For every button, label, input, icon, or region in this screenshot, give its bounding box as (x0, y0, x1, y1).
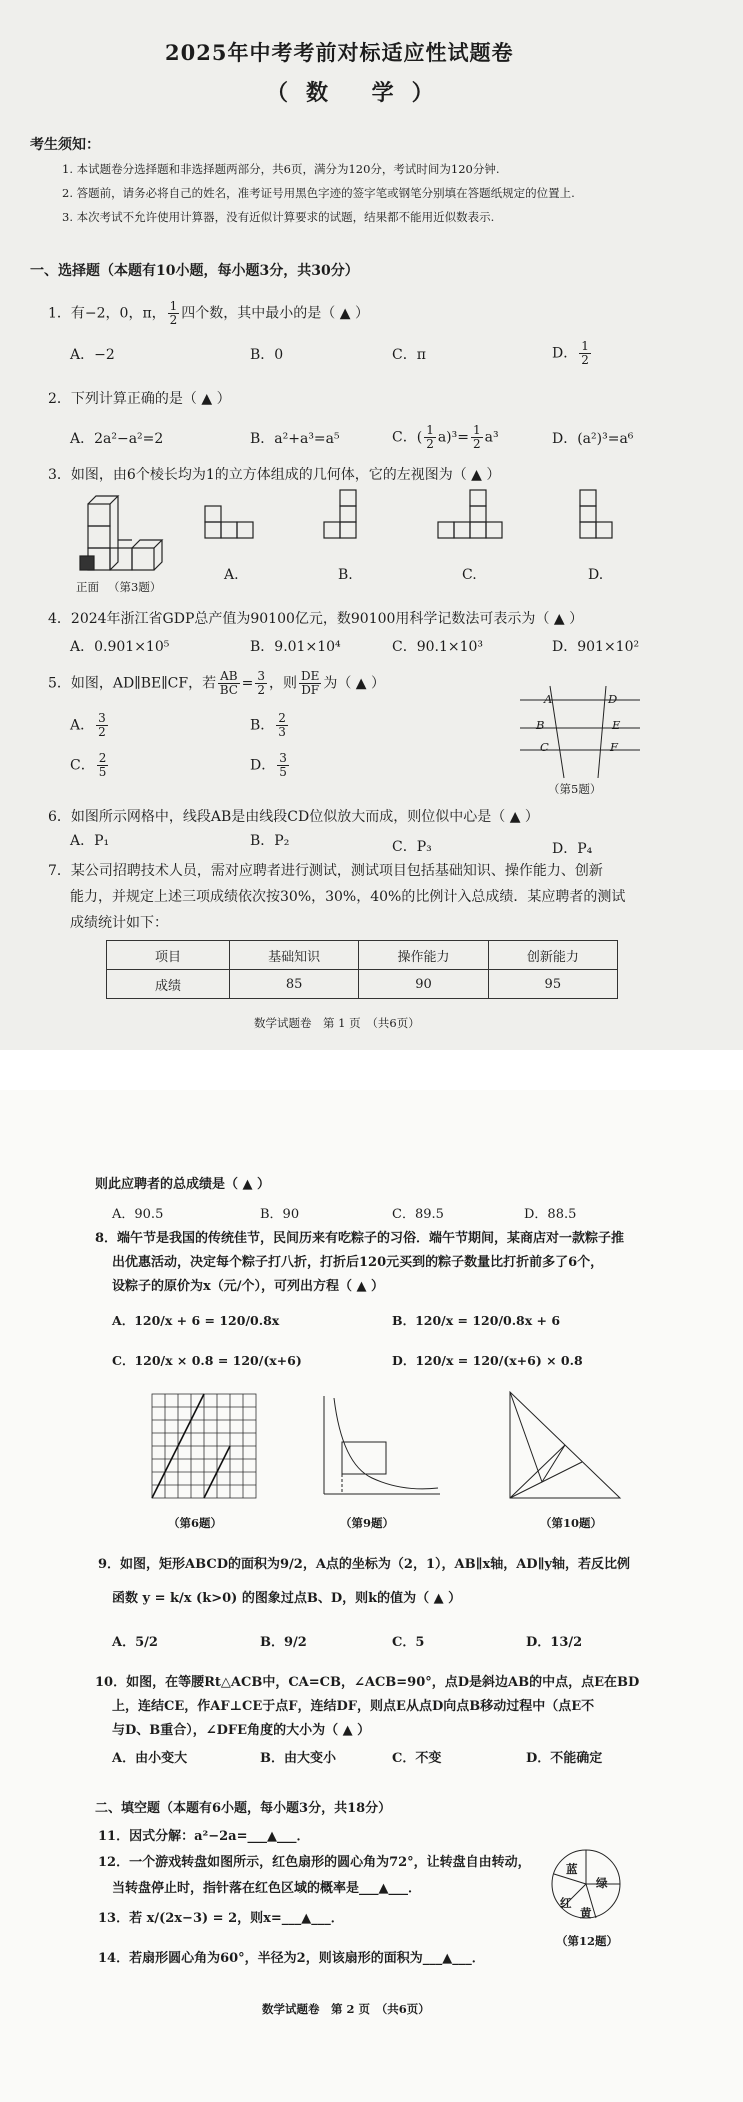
q7-option-b: B．90 (260, 1207, 300, 1222)
question-9-line2: 函数 y = k/x (k>0) 的图象过点B、D，则k的值为（ ▲ ） (112, 1591, 462, 1606)
question-13: 13．若 x/(2x−3) = 2，则x=___▲___． (98, 1911, 344, 1926)
q9-figure-caption: （第9题） (340, 1516, 395, 1530)
q5-point-e: E (612, 718, 621, 732)
q2-option-b: B．a²+a³=a⁵ (250, 431, 340, 447)
q10-option-c: C．不变 (392, 1751, 442, 1766)
q3-figure-caption: （第3题） (108, 580, 162, 594)
question-9-line1: 9．如图，矩形ABCD的面积为9/2，A点的坐标为（2，1），AB∥x轴，AD∥y轴，若反比例 (98, 1557, 630, 1572)
q9-option-a: A．5/2 (112, 1635, 158, 1650)
q7-option-c: C．89.5 (392, 1207, 444, 1222)
q3-solid-figure (80, 496, 162, 570)
q3-option-c: C. (462, 567, 477, 583)
q5-point-d: D (608, 692, 618, 706)
exam-title: 2025年中考考前对标适应性试题卷 (165, 40, 514, 65)
question-10-line3: 与D、B重合），∠DFE角度的大小为（ ▲ ） (112, 1723, 371, 1738)
q8-option-b: B．120/x = 120/0.8x + 6 (392, 1313, 561, 1328)
q7-header-operation: 操作能力 (359, 941, 488, 970)
section-2-heading: 二、填空题（本题有6小题，每小题3分，共18分） (95, 1801, 392, 1816)
page-1-footer: 数学试题卷 第 1 页 （共6页） (254, 1016, 420, 1030)
exam-page-1 (0, 0, 743, 1050)
q10-option-b: B．由大变小 (260, 1751, 336, 1766)
q5-option-d: D． $\frac{3}{5}$ (250, 751, 287, 779)
q2-option-d: D．(a²)³=a⁶ (552, 431, 634, 447)
q3-option-a-view (205, 506, 253, 538)
q2-option-c: C．( $\frac{1}{2}$ a)³= $\frac{1}{2}$ a³ (392, 423, 499, 451)
q7-question-tail: 则此应聘者的总成绩是（ ▲ ） (95, 1177, 271, 1192)
spinner-label-blue: 蓝 (566, 1862, 578, 1876)
q3-option-a: A. (224, 567, 239, 583)
q9-option-d: D．13/2 (526, 1635, 583, 1650)
spinner-label-yellow: 黄 (580, 1906, 592, 1920)
question-3-stem: 3．如图，由6个棱长均为1的立方体组成的几何体，它的左视图为（ ▲ ） (48, 467, 501, 483)
q6-option-b: B．P₂ (250, 833, 290, 849)
q5-option-a: A． $\frac{3}{2}$ (70, 711, 106, 739)
notice-1: 1. 本试题卷分选择题和非选择题两部分，共6页，满分为120分，考试时间为120分钟. (62, 162, 500, 176)
exam-subject: （数 学） (266, 80, 452, 106)
page-2-footer: 数学试题卷 第 2 页 （共6页） (262, 2002, 430, 2016)
question-11: 11．因式分解：a²−2a=___▲___． (98, 1829, 310, 1844)
question-7-line2: 能力，并规定上述三项成绩依次按30%，30%，40%的比例计入总成绩．某应聘者的测试 (70, 889, 626, 905)
q9-hyperbola-figure (312, 1394, 442, 1504)
q5-point-f: F (610, 740, 618, 754)
question-5-stem: 5．如图，AD∥BE∥CF，若 $\frac{AB}{BC}$ = $\frac{3}{2}$ ，则 $\frac{DE}{DF}$ 为（ ▲ ） (48, 669, 386, 697)
q7-score-operation: 90 (359, 970, 488, 999)
q4-option-d: D．901×10² (552, 639, 640, 655)
spinner-label-green: 绿 (596, 1876, 608, 1890)
q7-header-basic: 基础知识 (230, 941, 359, 970)
spinner-label-red: 红 (560, 1896, 572, 1910)
q4-option-b: B．9.01×10⁴ (250, 639, 341, 655)
notice-3: 3. 本次考试不允许使用计算器，没有近似计算要求的试题，结果都不能用近似数表示. (62, 210, 495, 224)
q5-point-a: A (544, 692, 553, 706)
q1-option-a: A．−2 (70, 347, 115, 363)
exam-page-2 (0, 1090, 743, 2102)
notice-2: 2. 答题前，请务必将自己的姓名，准考证号用黑色字迹的签字笔或钢笔分别填在答题纸规定的位置上. (62, 186, 575, 200)
question-12-line2: 当转盘停止时，指针落在红色区域的概率是___▲___． (112, 1881, 421, 1896)
q10-option-d: D．不能确定 (526, 1751, 603, 1766)
q7-option-a: A．90.5 (112, 1207, 164, 1222)
q9-option-c: C．5 (392, 1635, 425, 1650)
q2-option-a: A．2a²−a²=2 (70, 431, 164, 447)
question-10-line1: 10．如图，在等腰Rt△ACB中，CA=CB，∠ACB=90°，点D是斜边AB的中点，点E在BD (95, 1675, 640, 1690)
question-7-line1: 7．某公司招聘技术人员，需对应聘者进行测试，测试项目包括基础知识、操作能力、创新 (48, 863, 603, 879)
q3-front-label: 正面 (76, 580, 99, 594)
q10-option-a: A．由小变大 (112, 1751, 188, 1766)
q1-option-c: C．π (392, 347, 426, 363)
q8-option-c: C．120/x × 0.8 = 120/(x+6) (112, 1353, 302, 1368)
question-8-line3: 设粽子的原价为x（元/个），可列出方程（ ▲ ） (112, 1279, 385, 1294)
question-10-line2: 上，连结CE，作AF⊥CE于点F，连结DF，则点E从点D向点B移动过程中（点E不 (112, 1699, 595, 1714)
question-1-stem: 1．有−2，0，π， $\frac{1}{2}$ 四个数，其中最小的是（ ▲ ） (48, 299, 369, 327)
q10-triangle-figure (500, 1388, 630, 1504)
q5-parallel-lines-figure (520, 686, 660, 786)
question-6-stem: 6．如图所示网格中，线段AB是由线段CD位似放大而成，则位似中心是（ ▲ ） (48, 809, 539, 825)
q7-header-innovation: 创新能力 (488, 941, 617, 970)
question-4-stem: 4．2024年浙江省GDP总产值为90100亿元，数90100用科学记数法可表示为（ ▲ ） (48, 611, 584, 627)
q12-figure-caption: （第12题） (556, 1934, 619, 1948)
q7-score-table (106, 940, 618, 999)
q7-score-basic: 85 (230, 970, 359, 999)
q5-figure-caption: （第5题） (548, 782, 602, 796)
q9-option-b: B．9/2 (260, 1635, 307, 1650)
section-1-heading: 一、选择题（本题有10小题，每小题3分，共30分） (30, 263, 359, 279)
q7-header-item: 项目 (107, 941, 230, 970)
q8-option-a: A．120/x + 6 = 120/0.8x (112, 1313, 280, 1328)
question-14: 14．若扇形圆心角为60°，半径为2，则该扇形的面积为___▲___． (98, 1951, 485, 1966)
q1-option-b: B．0 (250, 347, 284, 363)
q5-option-c: C． $\frac{2}{5}$ (70, 751, 107, 779)
question-7-line3: 成绩统计如下： (70, 915, 168, 931)
q6-option-c: C．P₃ (392, 839, 432, 855)
notice-heading: 考生须知： (30, 137, 100, 153)
q6-option-d: D．P₄ (552, 841, 593, 857)
question-8-line1: 8．端午节是我国的传统佳节，民间历来有吃粽子的习俗．端午节期间，某商店对一款粽子推 (95, 1231, 625, 1246)
question-8-line2: 出优惠活动，决定每个粽子打八折，打折后120元买到的粽子数量比打折前多了6个， (112, 1255, 604, 1270)
q6-figure-caption: （第6题） (168, 1516, 223, 1530)
q7-option-d: D．88.5 (524, 1207, 577, 1222)
q7-table-header-row (107, 941, 618, 970)
q4-option-a: A．0.901×10⁵ (70, 639, 170, 655)
q3-option-d-view (580, 490, 612, 538)
q3-option-d: D. (588, 567, 604, 583)
q6-option-a: A．P₁ (70, 833, 110, 849)
q10-figure-caption: （第10题） (540, 1516, 603, 1530)
q4-option-c: C．90.1×10³ (392, 639, 484, 655)
page-gap (0, 1050, 743, 1090)
question-2-stem: 2．下列计算正确的是（ ▲ ） (48, 391, 231, 407)
q5-point-c: C (540, 740, 549, 754)
q1-option-d: D． $\frac{1}{2}$ (552, 339, 589, 367)
q5-option-b: B． $\frac{2}{3}$ (250, 711, 286, 739)
q3-option-b-view (324, 490, 356, 538)
q7-row-label: 成绩 (107, 970, 230, 999)
q3-option-b: B. (338, 567, 353, 583)
q7-score-innovation: 95 (488, 970, 617, 999)
q5-point-b: B (536, 718, 545, 732)
q7-table-score-row (107, 970, 618, 999)
q3-option-c-view (438, 490, 502, 538)
q6-grid-figure (152, 1394, 262, 1504)
q8-option-d: D．120/x = 120/(x+6) × 0.8 (392, 1353, 583, 1368)
question-12-line1: 12．一个游戏转盘如图所示，红色扇形的圆心角为72°，让转盘自由转动， (98, 1855, 531, 1870)
